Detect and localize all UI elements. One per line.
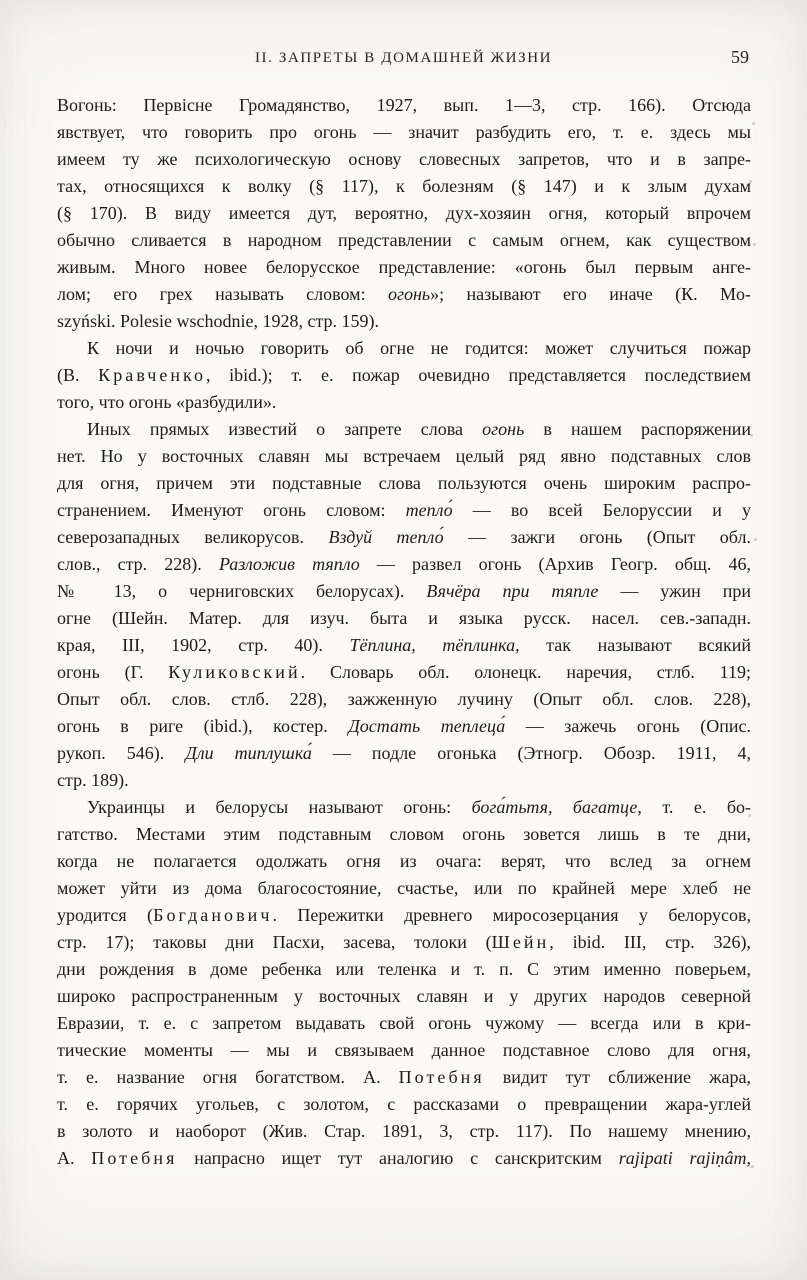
text-run: явствует, что говорить про огонь — значит разбудить его, т. е. здесь мы xyxy=(57,122,751,142)
text-run: для огня, причем эти подставные слова пользуются очень широким распро- xyxy=(57,473,751,493)
text-line xyxy=(57,335,751,362)
running-header-title: II. ЗАПРЕТЫ В ДОМАШНЕЙ ЖИЗНИ xyxy=(254,50,553,66)
text-run: огонь xyxy=(387,284,431,304)
text-line xyxy=(57,362,751,389)
text-line xyxy=(57,875,751,902)
text-line xyxy=(57,767,751,794)
scan-speck xyxy=(754,538,757,541)
text-line xyxy=(57,227,751,254)
text-run: К ночи и ночью говорить об огне не годится: может случиться пожар xyxy=(87,338,751,358)
text-run: бога́тьтя, багатце, xyxy=(471,797,642,817)
text-run: — во всей Белоруссии и у xyxy=(452,500,751,520)
text-line xyxy=(57,551,751,578)
text-line xyxy=(57,1091,751,1118)
text-run: так называют всякий xyxy=(519,635,751,655)
paragraph xyxy=(57,794,751,1172)
text-run: напрасно ищет тут аналогию с санскритским xyxy=(177,1148,619,1168)
paragraph xyxy=(57,92,751,335)
page-number: 59 xyxy=(731,47,749,67)
text-run: Евразии, т. е. с запретом выдавать свой огонь чужому — всегда или в кри- xyxy=(57,1013,751,1033)
text-line xyxy=(57,470,751,497)
scan-speck xyxy=(748,814,751,817)
text-line xyxy=(57,605,751,632)
text-line xyxy=(57,1010,751,1037)
text-line xyxy=(57,92,751,119)
text-run: широко распространенным у восточных славян и у других народов северной xyxy=(57,986,751,1006)
text-run: . Пережитки древнего миросозерцания у белорусов, xyxy=(272,905,751,925)
text-line xyxy=(57,416,751,443)
text-run: когда не полагается одолжать огня из очага: верят, что вслед за огнем xyxy=(57,851,751,871)
text-run: тепло́ xyxy=(405,500,453,520)
text-line xyxy=(57,929,751,956)
text-line xyxy=(57,281,751,308)
text-line xyxy=(57,524,751,551)
text-run: № 13, о черниговских белорусах). xyxy=(57,581,427,601)
text-run: szyński. Polesie wschodnie, 1928, стр. 159). xyxy=(57,311,380,331)
text-line xyxy=(57,821,751,848)
text-line xyxy=(57,983,751,1010)
text-run: Иных прямых известий о запрете слова xyxy=(87,419,483,439)
text-line xyxy=(57,902,751,929)
text-run: Тёплина, тёплинка, xyxy=(349,635,520,655)
text-run: огонь в риге (ibid.), костер. xyxy=(57,716,349,736)
text-run: может уйти из дома благосостояние, счастье, или по крайней мере хлеб не xyxy=(57,878,751,898)
text-run: огонь (Г. xyxy=(57,662,169,682)
text-run: нет. Но у восточных славян мы встречаем целый ряд явно подставных слов xyxy=(57,446,751,466)
text-run: т. е. горячих угольев, с золотом, с рассказами о превращении жара-углей xyxy=(57,1094,751,1114)
text-run: тические моменты — мы и связываем данное подставное слово для огня, xyxy=(57,1040,751,1060)
text-run: тах, относящихся к волку (§ 117), к болезням (§ 147) и к злым духам xyxy=(57,176,751,196)
text-line xyxy=(57,173,751,200)
text-run: , ibid. III, стр. 326), xyxy=(549,932,751,952)
text-run: — ужин при xyxy=(598,581,752,601)
text-run: слов., стр. 228). xyxy=(57,554,219,574)
text-line xyxy=(57,740,751,767)
text-line xyxy=(57,146,751,173)
text-run: т. е. название огня богатством. А. xyxy=(57,1067,399,1087)
text-line xyxy=(57,578,751,605)
text-line xyxy=(57,686,751,713)
text-line xyxy=(57,254,751,281)
text-line xyxy=(57,848,751,875)
text-run: стр. 17); таковы дни Пасхи, засева, толоки ( xyxy=(57,932,492,952)
text-run: того, что огонь «разбудили». xyxy=(57,392,277,412)
text-run: — развел огонь (Архив Геогр. общ. 46, xyxy=(359,554,752,574)
scan-speck xyxy=(752,122,755,125)
text-run: Вячёра при тяпле xyxy=(426,581,599,601)
text-run: — подле огонька (Этногр. Обозр. 1911, 4, xyxy=(311,743,751,763)
text-run: имеем ту же психологическую основу словесных запретов, что и в запре- xyxy=(57,149,751,169)
text-line xyxy=(57,497,751,524)
text-run: (§ 170). В виду имеется дут, вероятно, дух-хозяин огня, который впрочем xyxy=(57,203,751,223)
body-text xyxy=(57,92,751,1172)
text-run: т. е. бо- xyxy=(641,797,752,817)
text-line xyxy=(57,956,751,983)
text-run: — зажечь огонь (Опис. xyxy=(505,716,751,736)
text-line xyxy=(57,443,751,470)
text-run: , ibid.); т. е. пожар очевидно представляется последствием xyxy=(206,365,751,385)
text-line xyxy=(57,659,751,686)
text-run: Дли типлушка́ xyxy=(185,743,312,763)
text-run: края, III, 1902, стр. 40). xyxy=(57,635,350,655)
text-run: Кравченко xyxy=(98,365,207,385)
text-run: А. xyxy=(57,1148,92,1168)
text-line xyxy=(57,794,751,821)
text-run: (В. xyxy=(57,365,99,385)
text-run: огонь xyxy=(482,419,525,439)
text-run: рукоп. 546). xyxy=(57,743,186,763)
text-line xyxy=(57,1145,751,1172)
scan-speck xyxy=(753,243,756,246)
text-run: Опыт обл. слов. стлб. 228), зажженную лучину (Опыт обл. слов. 228), xyxy=(57,689,751,709)
text-run: — зажги огонь (Опыт обл. xyxy=(443,527,752,547)
text-line xyxy=(57,308,751,335)
scan-speck xyxy=(751,1165,754,1168)
scan-speck xyxy=(750,434,753,437)
text-run: гатство. Местами этим подставным словом огонь зовется лишь в те дни, xyxy=(57,824,751,844)
text-run: видит тут сближение жара, xyxy=(484,1067,751,1087)
text-line xyxy=(57,1064,751,1091)
text-run: Разложив тяпло xyxy=(218,554,360,574)
text-run: Украинцы и белорусы называют огонь: xyxy=(87,797,472,817)
text-line xyxy=(57,632,751,659)
text-run: Потебня xyxy=(91,1148,178,1168)
text-run: в золото и наоборот (Жив. Стар. 1891, 3, стр. 117). По нашему мнению, xyxy=(57,1121,751,1141)
text-line xyxy=(57,713,751,740)
text-run: . Словарь обл. олонецк. наречия, стлб. 119; xyxy=(300,662,751,682)
text-run: rajipati rajiṇâm, xyxy=(618,1148,752,1168)
text-run: Достать теплеца́ xyxy=(348,716,506,736)
text-line xyxy=(57,1118,751,1145)
text-run: странением. Именуют огонь словом: xyxy=(57,500,406,520)
text-run: уродится ( xyxy=(57,905,154,925)
text-run: Вздуй тепло́ xyxy=(328,527,444,547)
text-run: дни рождения в доме ребенка или теленка и т. п. С этим именно поверьем, xyxy=(57,959,751,979)
text-run: Шейн xyxy=(491,932,550,952)
text-line xyxy=(57,200,751,227)
text-run: живым. Много новее белорусское представление: «огонь был первым анге- xyxy=(57,257,751,277)
paragraph xyxy=(57,416,751,794)
text-run: »; называют его иначе (К. Mo- xyxy=(430,284,751,304)
text-run: лом; его грех называть словом: xyxy=(57,284,388,304)
text-line xyxy=(57,389,751,416)
text-run: северозападных великорусов. xyxy=(57,527,329,547)
text-run: стр. 189). xyxy=(57,770,129,790)
text-run: Куликовский xyxy=(168,662,301,682)
text-run: Вогонь: Первісне Громадянство, 1927, вып. 1—3, стр. 166). Отсюда xyxy=(57,95,751,115)
text-run: огне (Шейн. Матер. для изуч. быта и языка русск. насел. сев.-западн. xyxy=(57,608,751,628)
text-run: Потебня xyxy=(398,1067,485,1087)
text-line xyxy=(57,119,751,146)
paragraph xyxy=(57,335,751,416)
text-run: в нашем распоряжении xyxy=(524,419,751,439)
scan-speck xyxy=(749,180,752,183)
text-run: обычно сливается в народном представлении с самым огнем, как существом xyxy=(57,230,751,250)
text-run: Богданович xyxy=(153,905,273,925)
text-line xyxy=(57,1037,751,1064)
